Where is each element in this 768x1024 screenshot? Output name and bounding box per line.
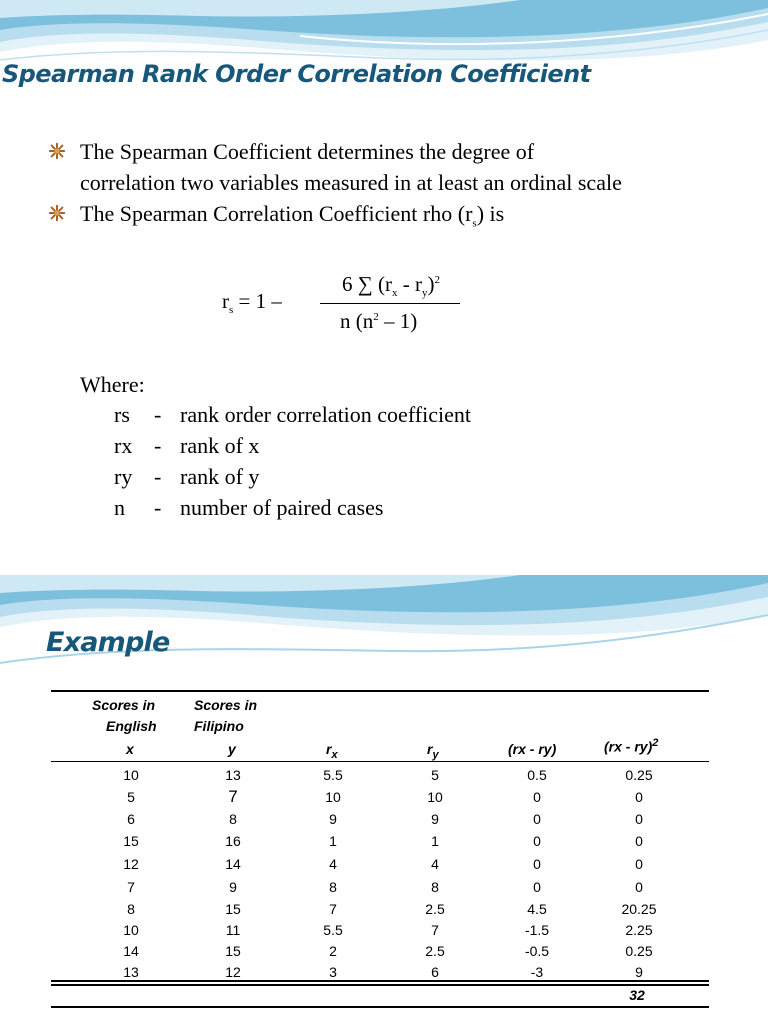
table-cell: 0 [533, 789, 541, 805]
table-cell: 13 [225, 767, 241, 783]
table-cell: 8 [431, 879, 439, 895]
formula-denominator [340, 309, 417, 334]
bullet-item [80, 198, 504, 239]
table-top-rule [51, 690, 709, 692]
table-cell: 5.5 [323, 922, 343, 938]
table-cell: 8 [229, 811, 237, 827]
table-cell: 10 [123, 922, 139, 938]
table-cell: 4 [431, 856, 439, 872]
table-cell: 9 [431, 811, 439, 827]
table-cell: 7 [127, 879, 135, 895]
slide-2 [0, 575, 768, 1024]
star-bullet-icon [48, 204, 66, 222]
table-cell: -0.5 [524, 943, 550, 959]
table-bottom-rule [51, 980, 709, 982]
definition-symbol: ry [114, 464, 133, 489]
table-cell: 7 [431, 922, 439, 938]
table-cell: 8 [127, 901, 135, 917]
table-cell: 5.5 [323, 767, 343, 783]
table-cell: 15 [123, 833, 139, 849]
formula-lhs [222, 289, 282, 316]
table-cell: 0 [635, 879, 643, 895]
table-cell: 5 [127, 789, 135, 805]
column-header-diff-squared [604, 737, 658, 755]
table-cell: 3 [329, 964, 337, 980]
table-cell: 9 [635, 964, 643, 980]
table-cell: 5 [431, 767, 439, 783]
table-cell: 4 [329, 856, 337, 872]
definition-dash: - [154, 402, 162, 427]
table-cell: 15 [225, 943, 241, 959]
header-swoosh-decoration [0, 0, 768, 110]
definition-symbol: rx [114, 433, 133, 458]
star-bullet-icon [48, 142, 66, 160]
formula-text: – 1) [378, 309, 418, 333]
definition-dash: - [154, 433, 162, 458]
table-cell: 6 [127, 811, 135, 827]
formula-subscript: y [421, 287, 428, 300]
table-cell: 2 [329, 943, 337, 959]
table-cell: 2.5 [425, 901, 445, 917]
formula-text: - r [397, 272, 422, 296]
column-header-diff: (rx - ry) [508, 741, 557, 757]
table-cell: 9 [329, 811, 337, 827]
table-cell: 0.5 [527, 767, 547, 783]
header-text: (rx - ry) [604, 738, 653, 755]
column-header-y: y [228, 741, 236, 757]
table-cell: -3 [530, 964, 544, 980]
table-cell: 10 [123, 767, 139, 783]
table-cell: 0.25 [625, 767, 653, 783]
table-cell: 0 [533, 856, 541, 872]
formula-text: = 1 – [233, 289, 282, 313]
table-cell: 20.25 [621, 901, 657, 917]
definition-meaning: rank of y [180, 464, 260, 489]
spearman-formula [222, 272, 482, 342]
slide-title: Example [46, 627, 170, 658]
where-label: Where: [80, 372, 145, 397]
table-cell: 11 [225, 922, 241, 938]
table-cell: 8 [329, 879, 337, 895]
table-cell: 0 [635, 856, 643, 872]
table-cell: 6 [431, 964, 439, 980]
table-final-rule [51, 1006, 709, 1008]
table-cell: 9 [229, 879, 237, 895]
column-header-x: x [126, 741, 134, 757]
formula-text: ) [427, 272, 435, 296]
formula-superscript: 2 [373, 311, 379, 323]
column-header-y: Scores in [194, 697, 258, 713]
column-header-x: Scores in [92, 697, 156, 713]
table-cell: 0 [533, 879, 541, 895]
bullet-text-line: correlation two variables measured in at least an ordinal scale [80, 170, 622, 195]
table-cell: 4.5 [527, 901, 547, 917]
table-cell: 1 [329, 833, 337, 849]
table-cell: 0 [635, 789, 643, 805]
table-cell: 0 [533, 811, 541, 827]
definition-dash: - [154, 495, 162, 520]
table-cell: 16 [225, 833, 241, 849]
formula-numerator [342, 272, 440, 299]
formula-text: n (n [340, 309, 374, 333]
table-cell: 0.25 [625, 943, 653, 959]
table-cell: 12 [225, 964, 241, 980]
formula-text: 6 ∑ (r [342, 272, 392, 296]
header-text: r [326, 741, 332, 757]
table-cell: 0 [635, 811, 643, 827]
column-header-ry [427, 741, 439, 761]
table-cell: 13 [123, 964, 139, 980]
table-cell: -1.5 [524, 922, 550, 938]
table-cell: 1 [431, 833, 439, 849]
table-cell: 2.5 [425, 943, 445, 959]
table-cell: 14 [225, 856, 241, 872]
table-bottom-rule [51, 984, 709, 986]
header-rule [51, 761, 709, 762]
fraction-bar [320, 303, 460, 304]
table-cell: 0 [635, 833, 643, 849]
table-cell: 2.25 [625, 922, 653, 938]
column-header-rx [326, 741, 338, 761]
table-cell: 0 [533, 833, 541, 849]
table-cell: 7 [329, 901, 337, 917]
total-value: 32 [629, 987, 645, 1003]
header-subscript: x [331, 748, 338, 761]
table-cell: 10 [325, 789, 341, 805]
table-cell: 14 [123, 943, 139, 959]
slide-title: Spearman Rank Order Correlation Coefficient [2, 60, 591, 88]
column-header-y: Filipino [194, 718, 244, 734]
bullet-continuation [80, 167, 622, 198]
definition-meaning: rank of x [180, 433, 260, 458]
bullet-text-end: ) is [476, 201, 505, 226]
bullet-text-line: The Spearman Coefficient determines the degree of [80, 139, 535, 164]
column-header-x: English [106, 718, 157, 734]
table-cell: 7 [228, 787, 238, 806]
formula-superscript: 2 [434, 274, 440, 286]
definition-meaning: rank order correlation coefficient [180, 402, 471, 427]
subscript: s [472, 217, 477, 230]
table-cell: 12 [123, 856, 139, 872]
definition-dash: - [154, 464, 162, 489]
header-subscript: y [432, 748, 439, 761]
header-superscript: 2 [652, 737, 659, 749]
table-cell: 15 [225, 901, 241, 917]
definition-symbol: rs [114, 402, 130, 427]
header-text: r [427, 741, 433, 757]
bullet-item [80, 136, 534, 167]
formula-subscript: s [229, 304, 234, 317]
bullet-text: The Spearman Correlation Coefficient rho (r [80, 201, 473, 226]
formula-subscript: x [391, 287, 398, 300]
formula-symbol: r [222, 289, 229, 313]
definition-meaning: number of paired cases [180, 495, 384, 520]
definition-symbol: n [114, 495, 125, 520]
table-cell: 10 [427, 789, 443, 805]
